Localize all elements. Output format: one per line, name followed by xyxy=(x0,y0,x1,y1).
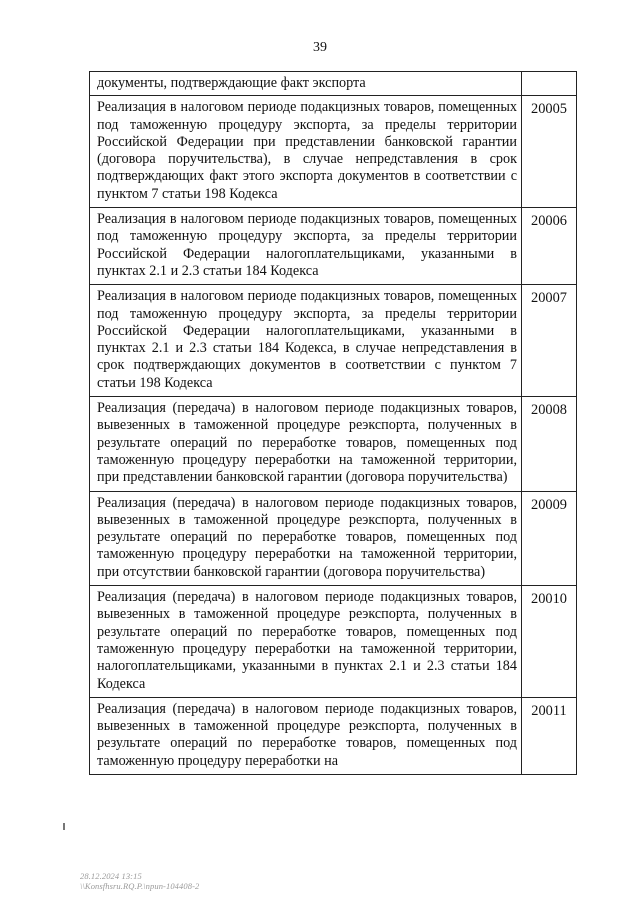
row-description: Реализация в налоговом периоде подакцизных товаров, помещенных под таможенную процедуру экспорта, за пределы территории Российской Федерации при представлении банковской гарантии (договора поручительства), в случае непредставления в срок подтверждающих факт этого экспорта документов в соответствии с пунктом 7 статьи 198 Кодекса xyxy=(90,96,522,208)
row-code: 20005 xyxy=(522,96,577,208)
table-row xyxy=(90,72,577,96)
row-code xyxy=(522,72,577,96)
row-description: Реализация (передача) в налоговом периоде подакцизных товаров, вывезенных в таможенной процедуре реэкспорта, полученных в результате операций по переработке товаров, помещенных под таможенную процедуру переработки на таможенной территории, при отсутствии банковской гарантии (договора поручительства) xyxy=(90,491,522,585)
stamp-datetime: 28.12.2024 13:15 xyxy=(80,871,142,881)
table-row xyxy=(90,586,577,698)
row-description: Реализация (передача) в налоговом периоде подакцизных товаров, вывезенных в таможенной процедуре реэкспорта, полученных в результате операций по переработке товаров, помещенных под таможенную процедуру переработки на таможенной территории, при представлении банковской гарантии (договора поручительства) xyxy=(90,397,522,491)
row-code: 20008 xyxy=(522,397,577,491)
row-code: 20010 xyxy=(522,586,577,698)
table-row xyxy=(90,397,577,491)
row-description: Реализация (передача) в налоговом периоде подакцизных товаров, вывезенных в таможенной процедуре реэкспорта, полученных в результате операций по переработке товаров, помещенных под таможенную процедуру переработки на xyxy=(90,697,522,774)
table-row xyxy=(90,208,577,285)
row-code: 20011 xyxy=(522,697,577,774)
table-row xyxy=(90,491,577,585)
row-code: 20009 xyxy=(522,491,577,585)
row-description: документы, подтверждающие факт экспорта xyxy=(90,72,522,96)
document-stamp xyxy=(80,871,199,891)
row-code: 20007 xyxy=(522,285,577,397)
page-number: 39 xyxy=(313,40,327,55)
row-description: Реализация (передача) в налоговом периоде подакцизных товаров, вывезенных в таможенной процедуре реэкспорта, полученных в результате операций по переработке товаров, помещенных под таможенную процедуру переработки на таможенной территории, налогоплательщиками, указанными в пунктах 2.1 и 2.3 статьи 184 Кодекса xyxy=(90,586,522,698)
table-row xyxy=(90,96,577,208)
row-description: Реализация в налоговом периоде подакцизных товаров, помещенных под таможенную процедуру экспорта, за пределы территории Российской Федерации налогоплательщиками, указанными в пунктах 2.1 и 2.3 статьи 184 Кодекса xyxy=(90,208,522,285)
stamp-path: \\Konsfhsru.RQ.P.\npun-104408-2 xyxy=(80,881,200,891)
table-row xyxy=(90,285,577,397)
row-description: Реализация в налоговом периоде подакцизных товаров, помещенных под таможенную процедуру экспорта, за пределы территории Российской Федерации налогоплательщиками, указанными в пунктах 2.1 и 2.3 статьи 184 Кодекса, в случае непредставления в срок подтверждающих документов в соответствии с пунктом 7 статьи 198 Кодекса xyxy=(90,285,522,397)
codes-table xyxy=(89,71,577,775)
scan-mark xyxy=(63,823,65,830)
row-code: 20006 xyxy=(522,208,577,285)
table-row xyxy=(90,697,577,774)
